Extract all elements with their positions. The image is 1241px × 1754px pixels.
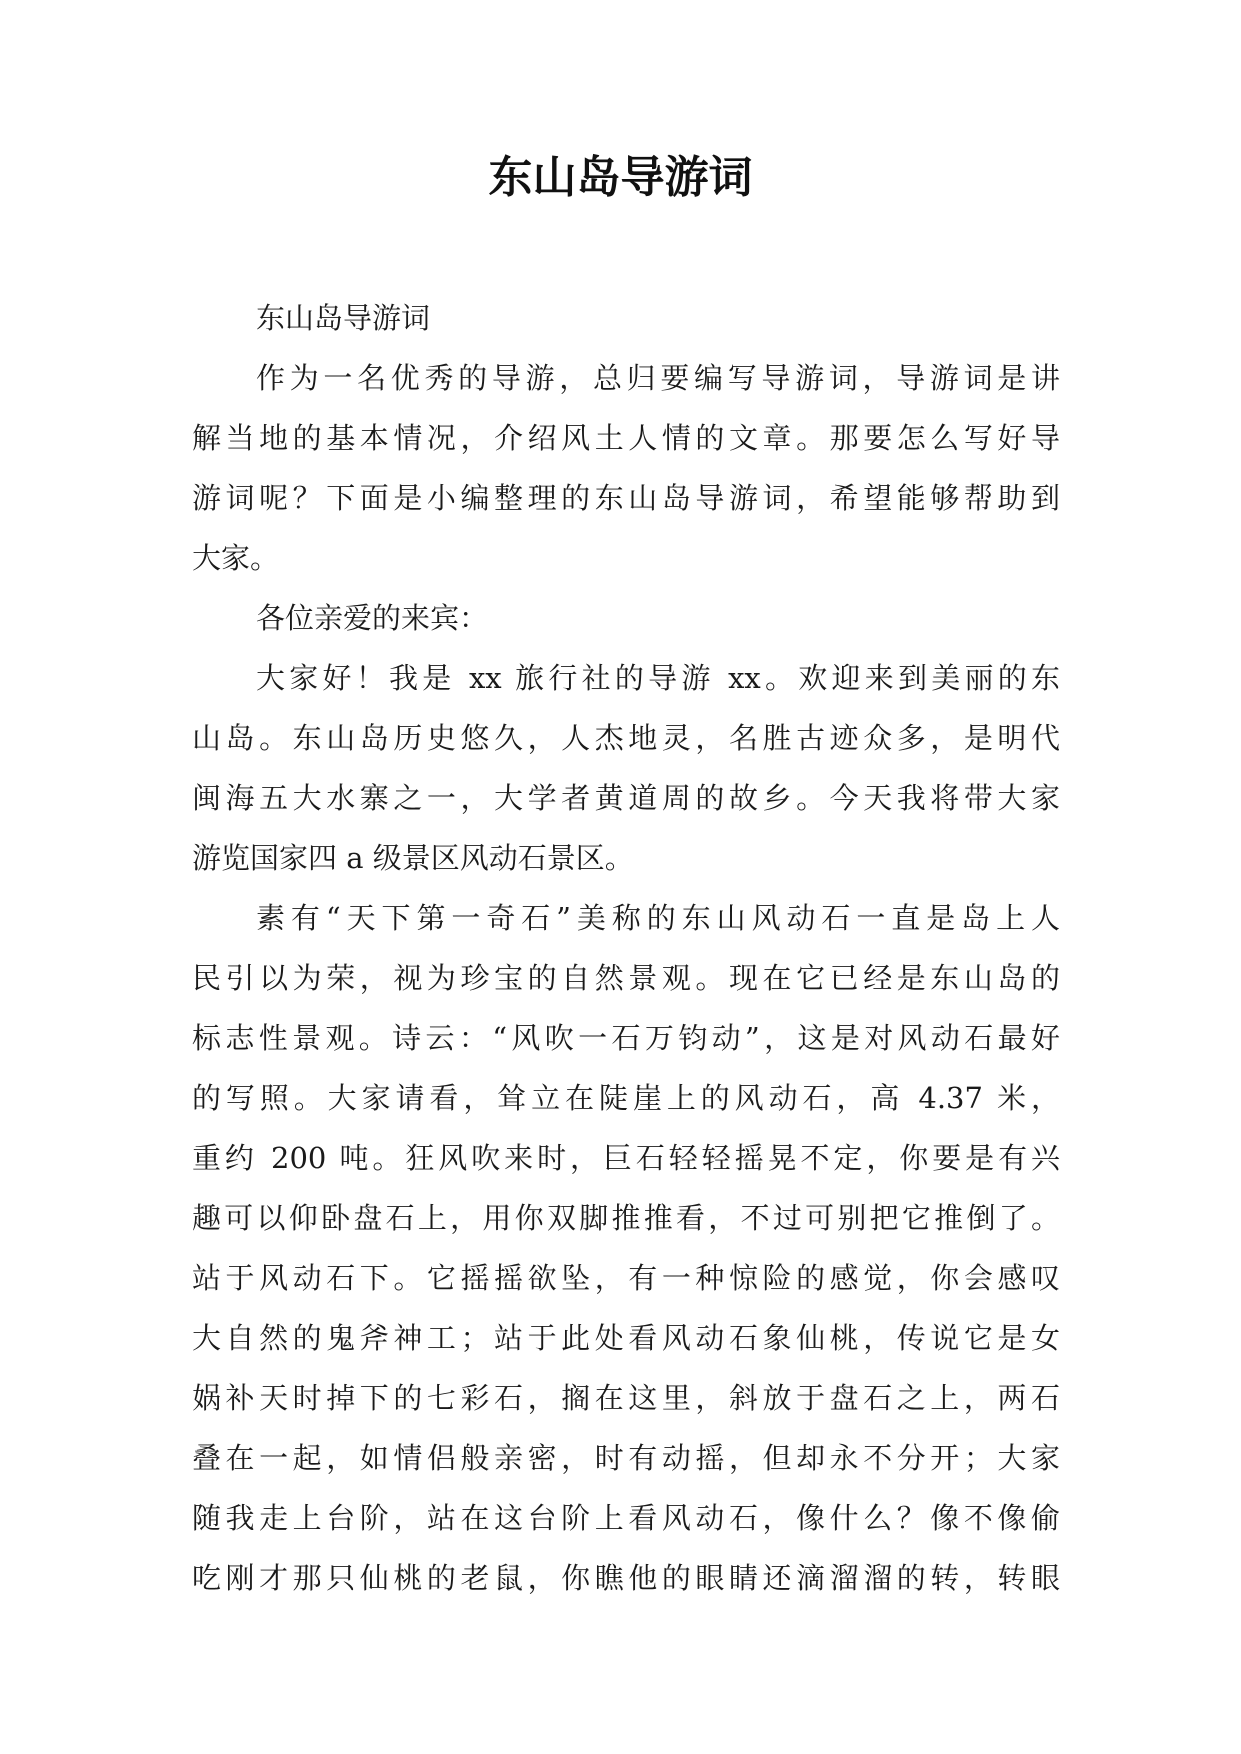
text-line: 游词呢？下面是小编整理的东山岛导游词，希望能够帮助到 [192, 481, 1060, 515]
text-line: 各位亲爱的来宾： [256, 601, 489, 635]
text-line: 大自然的鬼斧神工；站于此处看风动石象仙桃，传说它是女 [192, 1321, 1060, 1355]
text-line: 娲补天时掉下的七彩石，搁在这里，斜放于盘石之上，两石 [192, 1381, 1060, 1415]
text-line: 游览国家四 a 级景区风动石景区。 [192, 841, 634, 875]
text-line: 山岛。东山岛历史悠久，人杰地灵，名胜古迹众多，是明代 [192, 721, 1060, 755]
text-line: 随我走上台阶，站在这台阶上看风动石，像什么？像不像偷 [192, 1501, 1060, 1535]
text-line: 大家好！我是 xx 旅行社的导游 xx。欢迎来到美丽的东 [256, 661, 1060, 695]
text-line: 东山岛导游词 [256, 301, 431, 335]
document-title: 东山岛导游词 [488, 152, 753, 203]
text-line: 的写照。大家请看，耸立在陡崖上的风动石，高 4.37 米， [192, 1081, 1060, 1115]
text-line: 叠在一起，如情侣般亲密，时有动摇，但却永不分开；大家 [192, 1441, 1060, 1475]
text-line: 大家。 [192, 541, 280, 575]
text-line: 标志性景观。诗云：“风吹一石万钧动”，这是对风动石最好 [192, 1021, 1060, 1055]
text-line: 民引以为荣，视为珍宝的自然景观。现在它已经是东山岛的 [192, 961, 1060, 995]
text-line: 作为一名优秀的导游，总归要编写导游词，导游词是讲 [256, 361, 1060, 395]
text-line: 吃刚才那只仙桃的老鼠，你瞧他的眼睛还滴溜溜的转，转眼 [192, 1561, 1060, 1595]
document-body [192, 288, 1060, 1608]
text-line: 站于风动石下。它摇摇欲坠，有一种惊险的感觉，你会感叹 [192, 1261, 1060, 1295]
text-line: 解当地的基本情况，介绍风土人情的文章。那要怎么写好导 [192, 421, 1060, 455]
text-line: 闽海五大水寨之一，大学者黄道周的故乡。今天我将带大家 [192, 781, 1060, 815]
text-line: 重约 200 吨。狂风吹来时，巨石轻轻摇晃不定，你要是有兴 [192, 1141, 1060, 1175]
text-line: 趣可以仰卧盘石上，用你双脚推推看，不过可别把它推倒了。 [192, 1201, 1060, 1235]
text-line: 素有“天下第一奇石”美称的东山风动石一直是岛上人 [256, 901, 1060, 935]
